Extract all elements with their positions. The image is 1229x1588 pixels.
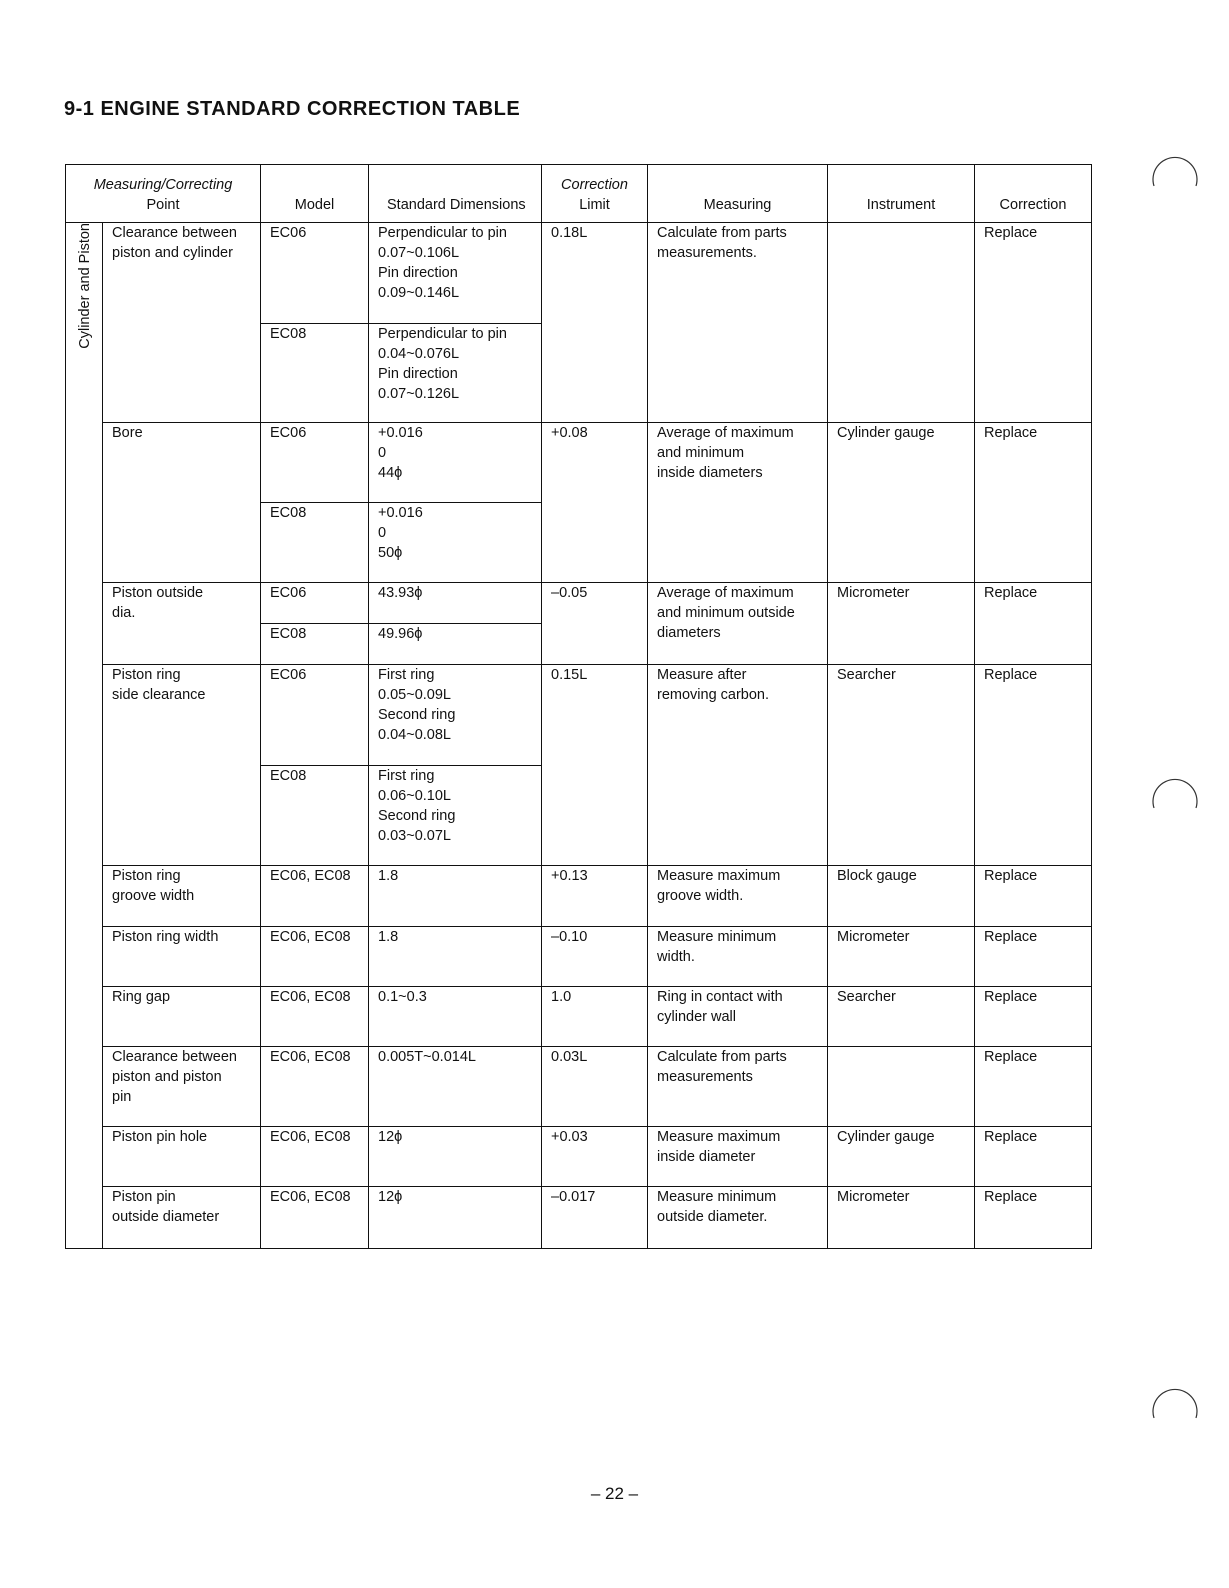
standard-cell: 49.96ϕ — [369, 624, 542, 665]
limit-cell: 0.15L — [542, 665, 648, 866]
limit-cell: –0.05 — [542, 583, 648, 665]
group-label: Cylinder and Piston — [77, 223, 93, 349]
instrument-cell: Block gauge — [828, 866, 975, 927]
instrument-cell: Micrometer — [828, 927, 975, 987]
correction-cell: Replace — [975, 866, 1092, 927]
measuring-cell: Measure minimum width. — [648, 927, 828, 987]
table-row — [66, 987, 1092, 1047]
instrument-cell: Micrometer — [828, 583, 975, 665]
table-row — [66, 665, 1092, 766]
table-row — [66, 1047, 1092, 1127]
table-row — [66, 583, 1092, 624]
point-cell: Piston ring width — [103, 927, 261, 987]
point-cell: Ring gap — [103, 987, 261, 1047]
measuring-cell: Calculate from parts measurements — [648, 1047, 828, 1127]
standard-cell: 12ϕ — [369, 1127, 542, 1187]
header-standard: Standard Dimensions — [369, 165, 542, 223]
model-cell: EC06, EC08 — [261, 866, 369, 927]
table-row — [66, 1127, 1092, 1187]
model-cell: EC08 — [261, 503, 369, 583]
limit-cell: 0.18L — [542, 223, 648, 423]
correction-cell: Replace — [975, 223, 1092, 423]
standard-cell: 1.8 — [369, 866, 542, 927]
page-title: 9-1 ENGINE STANDARD CORRECTION TABLE — [64, 98, 521, 120]
standard-cell: First ring 0.05~0.09L Second ring 0.04~0.08L — [369, 665, 542, 766]
correction-cell: Replace — [975, 1127, 1092, 1187]
point-cell: Piston pin hole — [103, 1127, 261, 1187]
header-correction: Correction — [975, 165, 1092, 223]
table-row — [66, 1187, 1092, 1249]
table-row — [66, 927, 1092, 987]
table-row — [66, 866, 1092, 927]
instrument-cell — [828, 1047, 975, 1127]
measuring-cell: Measure minimum outside diameter. — [648, 1187, 828, 1249]
point-cell: Clearance between piston and piston pin — [103, 1047, 261, 1127]
binder-hole-mark-bottom — [1148, 1378, 1204, 1438]
measuring-cell: Measure maximum inside diameter — [648, 1127, 828, 1187]
point-cell: Piston pin outside diameter — [103, 1187, 261, 1249]
point-cell: Bore — [103, 423, 261, 583]
page-number: – 22 – — [590, 1484, 639, 1503]
point-cell: Piston ring groove width — [103, 866, 261, 927]
correction-cell: Replace — [975, 583, 1092, 665]
correction-cell: Replace — [975, 927, 1092, 987]
point-cell: Piston ring side clearance — [103, 665, 261, 866]
model-cell: EC06, EC08 — [261, 927, 369, 987]
correction-table — [65, 164, 1092, 1249]
header-limit — [542, 165, 648, 223]
measuring-cell: Average of maximum and minimum outside diameters — [648, 583, 828, 665]
instrument-cell — [828, 223, 975, 423]
measuring-cell: Measure after removing carbon. — [648, 665, 828, 866]
model-cell: EC08 — [261, 766, 369, 866]
standard-cell: +0.016 0 50ϕ — [369, 503, 542, 583]
header-limit-line2: Limit — [579, 197, 610, 213]
instrument-cell: Searcher — [828, 987, 975, 1047]
standard-cell: First ring 0.06~0.10L Second ring 0.03~0.07L — [369, 766, 542, 866]
model-cell: EC08 — [261, 624, 369, 665]
limit-cell: +0.13 — [542, 866, 648, 927]
measuring-cell: Ring in contact with cylinder wall — [648, 987, 828, 1047]
model-cell: EC06 — [261, 583, 369, 624]
point-cell: Clearance between piston and cylinder — [103, 223, 261, 423]
point-cell: Piston outside dia. — [103, 583, 261, 665]
header-limit-line1: Correction — [561, 177, 628, 193]
correction-cell: Replace — [975, 987, 1092, 1047]
table-row — [66, 223, 1092, 324]
header-point-line2: Point — [146, 197, 180, 213]
binder-hole-mark-top — [1148, 146, 1204, 206]
model-cell: EC08 — [261, 324, 369, 423]
model-cell: EC06 — [261, 423, 369, 503]
correction-cell: Replace — [975, 1187, 1092, 1249]
instrument-cell: Cylinder gauge — [828, 1127, 975, 1187]
measuring-cell: Calculate from parts measurements. — [648, 223, 828, 423]
standard-cell: +0.016 0 44ϕ — [369, 423, 542, 503]
model-cell: EC06, EC08 — [261, 1187, 369, 1249]
standard-cell: Perpendicular to pin 0.07~0.106L Pin direction 0.09~0.146L — [369, 223, 542, 324]
header-model: Model — [261, 165, 369, 223]
table-row — [66, 423, 1092, 503]
limit-cell: –0.10 — [542, 927, 648, 987]
limit-cell: +0.08 — [542, 423, 648, 583]
model-cell: EC06 — [261, 223, 369, 324]
standard-cell: Perpendicular to pin 0.04~0.076L Pin direction 0.07~0.126L — [369, 324, 542, 423]
group-label-cell — [66, 223, 103, 1249]
binder-hole-mark-middle — [1148, 768, 1204, 828]
limit-cell: –0.017 — [542, 1187, 648, 1249]
limit-cell: +0.03 — [542, 1127, 648, 1187]
limit-cell: 1.0 — [542, 987, 648, 1047]
model-cell: EC06 — [261, 665, 369, 766]
header-instrument: Instrument — [828, 165, 975, 223]
header-point — [66, 165, 261, 223]
header-point-line1: Measuring/Correcting — [93, 177, 233, 193]
correction-cell: Replace — [975, 1047, 1092, 1127]
standard-cell: 43.93ϕ — [369, 583, 542, 624]
instrument-cell: Micrometer — [828, 1187, 975, 1249]
standard-cell: 1.8 — [369, 927, 542, 987]
standard-cell: 0.005T~0.014L — [369, 1047, 542, 1127]
measuring-cell: Measure maximum groove width. — [648, 866, 828, 927]
limit-cell: 0.03L — [542, 1047, 648, 1127]
standard-cell: 0.1~0.3 — [369, 987, 542, 1047]
standard-cell: 12ϕ — [369, 1187, 542, 1249]
instrument-cell: Searcher — [828, 665, 975, 866]
correction-cell: Replace — [975, 665, 1092, 866]
model-cell: EC06, EC08 — [261, 1127, 369, 1187]
correction-cell: Replace — [975, 423, 1092, 583]
model-cell: EC06, EC08 — [261, 1047, 369, 1127]
measuring-cell: Average of maximum and minimum inside diameters — [648, 423, 828, 583]
header-row — [66, 165, 1092, 223]
model-cell: EC06, EC08 — [261, 987, 369, 1047]
header-measuring: Measuring — [648, 165, 828, 223]
instrument-cell: Cylinder gauge — [828, 423, 975, 583]
